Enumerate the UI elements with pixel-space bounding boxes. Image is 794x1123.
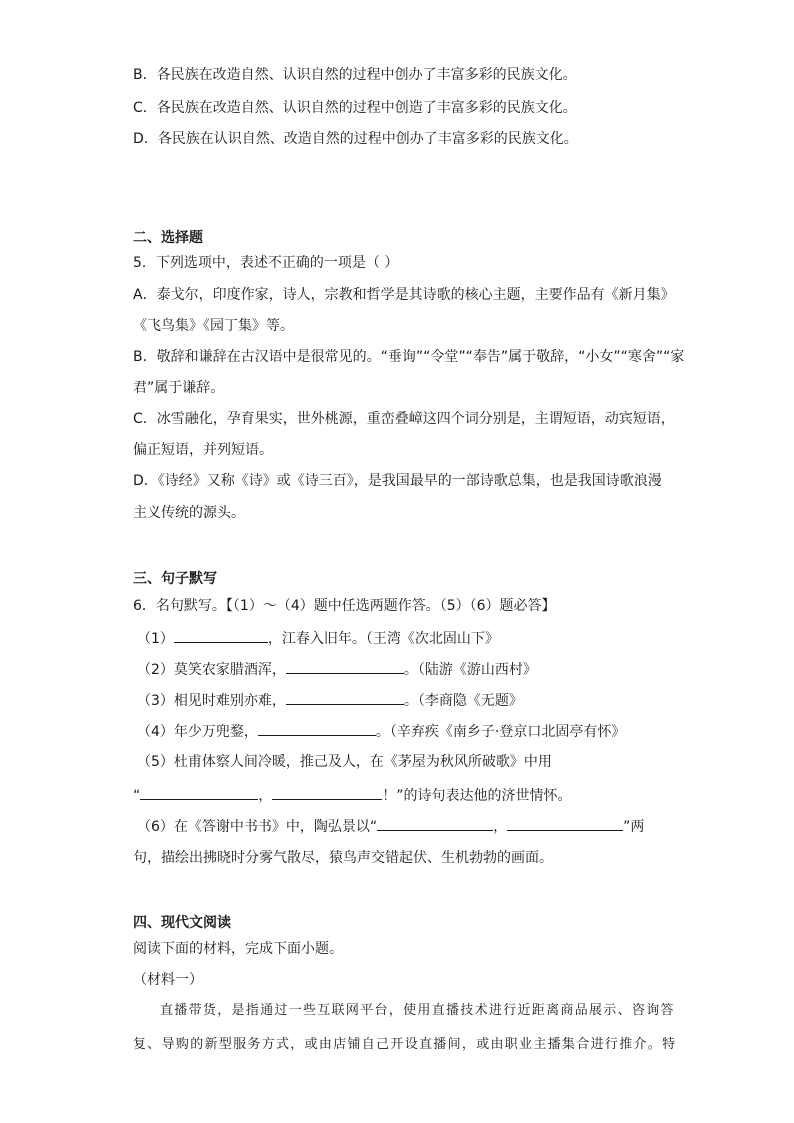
item-text: ，江春入旧年。（王湾《次北固山下》: [267, 631, 499, 647]
option-d: D．各民族在认识自然、改造自然的过程中创办了丰富多彩的民族文化。: [133, 131, 578, 147]
recitation-item-2: [137, 660, 537, 679]
q5-option-b-line2: 君”属于谦辞。: [133, 380, 225, 396]
quote-mark: “: [133, 788, 141, 804]
q5-option-c-line2: 偏正短语，并列短语。: [133, 442, 273, 458]
item-text: 。（李商隐《无题》: [403, 693, 523, 709]
option-c: C．各民族在改造自然、认识自然的过程中创造了丰富多彩的民族文化。: [133, 100, 577, 116]
q5-option-a-line2: 《飞鸟集》《园丁集》等。: [133, 318, 294, 334]
recitation-item-4: [137, 722, 625, 741]
reading-intro: 阅读下面的材料，完成下面小题。: [133, 941, 343, 957]
item-text: （6）在《答谢中书书》中，陶弘景以“: [137, 819, 378, 835]
answer-blank[interactable]: [377, 817, 493, 831]
recitation-item-3: [137, 691, 523, 710]
item-number: （1）: [137, 631, 174, 647]
option-b: B．各民族在改造自然、认识自然的过程中创办了丰富多彩的民族文化。: [133, 67, 577, 83]
recitation-item-5-line2: [133, 786, 572, 805]
question-6: 6．名句默写。【（1）～（4）题中任选两题作答。（5）（6）题必答】: [133, 598, 556, 614]
answer-blank[interactable]: [272, 786, 382, 800]
question-5: 5．下列选项中，表述不正确的一项是（ ）: [133, 255, 399, 271]
item-text: （2）莫笑农家腊酒浑，: [137, 662, 286, 678]
item-text: （4）年少万兜鍪，: [137, 724, 258, 740]
answer-blank[interactable]: [258, 722, 376, 736]
item-text: 。（陆游《游山西村》: [403, 662, 537, 678]
item-text: ”两: [623, 819, 645, 835]
material-label: （材料一）: [133, 972, 203, 988]
comma: ，: [493, 819, 508, 835]
q5-option-d-line2: 主义传统的源头。: [133, 505, 245, 521]
comma: ，: [258, 788, 273, 804]
material-paragraph-line1: 直播带货，是指通过一些互联网平台，使用直播技术进行近距离商品展示、咨询答: [160, 1003, 675, 1018]
answer-blank[interactable]: [140, 786, 258, 800]
item-text: ！”的诗句表达他的济世情怀。: [382, 788, 572, 804]
answer-blank[interactable]: [174, 629, 268, 643]
material-paragraph-line2: 复、导购的新型服务方式，或由店铺自己开设直播间，或由职业主播集合进行推介。特: [133, 1037, 677, 1052]
recitation-item-5-line1: （5）杜甫体察人间冷暖，推己及人，在《茅屋为秋风所破歌》中用: [137, 754, 552, 770]
section-heading-recitation: 三、句子默写: [133, 571, 217, 587]
recitation-item-6-line2: 句，描绘出拂晓时分雾气散尽，猿鸟声交错起伏、生机勃勃的画面。: [133, 850, 553, 866]
section-heading-choice: 二、选择题: [133, 230, 203, 246]
answer-blank[interactable]: [286, 660, 404, 674]
item-text: （3）相见时难别亦难，: [137, 693, 286, 709]
answer-blank[interactable]: [507, 817, 623, 831]
q5-option-c-line1: C．冰雪融化，孕育果实，世外桃源，重峦叠嶂这四个词分别是，主谓短语，动宾短语，: [133, 411, 675, 427]
q5-option-b-line1: B．敬辞和谦辞在古汉语中是很常见的。“垂询”“令堂”“奉告”属于敬辞，“小女”“寒舍”“家: [133, 349, 685, 365]
item-text: 。（辛弃疾《南乡子·登京口北固亭有怀》: [375, 724, 626, 740]
recitation-item-1: [137, 629, 499, 648]
q5-option-a-line1: A．泰戈尔，印度作家，诗人，宗教和哲学是其诗歌的核心主题，主要作品有《新月集》: [133, 287, 675, 303]
section-heading-reading: 四、现代文阅读: [133, 915, 231, 931]
answer-blank[interactable]: [286, 691, 404, 705]
q5-option-d-line1: D．《诗经》又称《诗》或《诗三百》，是我国最早的一部诗歌总集，也是我国诗歌浪漫: [133, 473, 662, 489]
recitation-item-6-line1: [137, 817, 644, 836]
